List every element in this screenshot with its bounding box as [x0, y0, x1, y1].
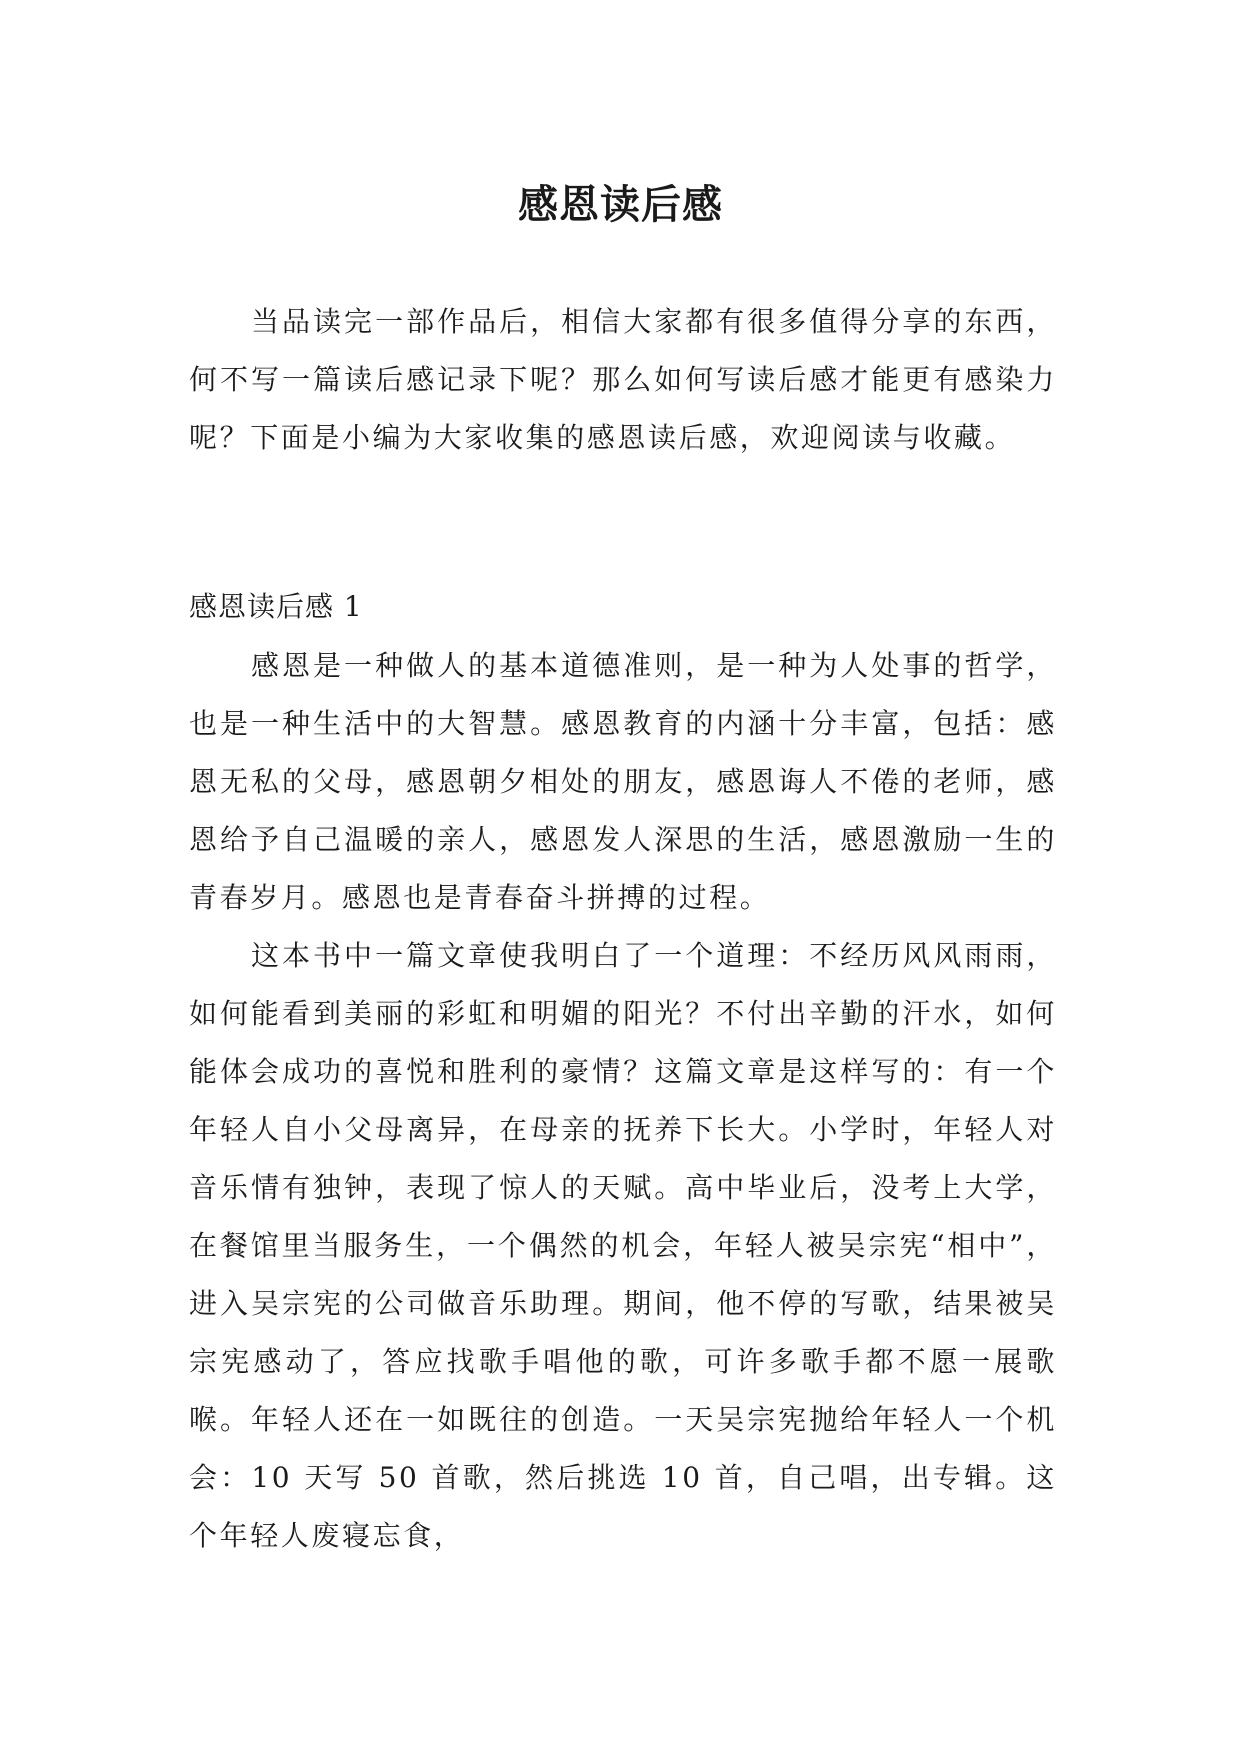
document-title: 感恩读后感	[518, 181, 723, 228]
body-paragraph: 这本书中一篇文章使我明白了一个道理：不经历风风雨雨，如何能看到美丽的彩虹和明媚的阳光？不付出辛勤的汗水，如何能体会成功的喜悦和胜利的豪情？这篇文章是这样写的：有一个年轻人自小父母离异，在母亲的抚养下长大。小学时，年轻人对音乐情有独钟，表现了惊人的天赋。高中毕业后，没考上大学，在餐馆里当服务生，一个偶然的机会，年轻人被吴宗宪“相中”，进入吴宗宪的公司做音乐助理。期间，他不停的写歌，结果被吴宗宪感动了，答应找歌手唱他的歌，可许多歌手都不愿一展歌喉。年轻人还在一如既往的创造。一天吴宗宪抛给年轻人一个机会：10 天写 50 首歌，然后挑选 10 首，自己唱，出专辑。这个年轻人废寝忘食，	[189, 939, 1057, 1552]
intro-paragraph: 当品读完一部作品后，相信大家都有很多值得分享的东西，何不写一篇读后感记录下呢？那么如何写读后感才能更有感染力呢？下面是小编为大家收集的感恩读后感，欢迎阅读与收藏。	[189, 305, 1057, 454]
body-paragraph: 感恩是一种做人的基本道德准则，是一种为人处事的哲学，也是一种生活中的大智慧。感恩教育的内涵十分丰富，包括：感恩无私的父母，感恩朝夕相处的朋友，感恩诲人不倦的老师，感恩给予自己温暖的亲人，感恩发人深思的生活，感恩激励一生的青春岁月。感恩也是青春奋斗拼搏的过程。	[189, 649, 1057, 914]
section-heading: 感恩读后感 1	[189, 590, 363, 623]
